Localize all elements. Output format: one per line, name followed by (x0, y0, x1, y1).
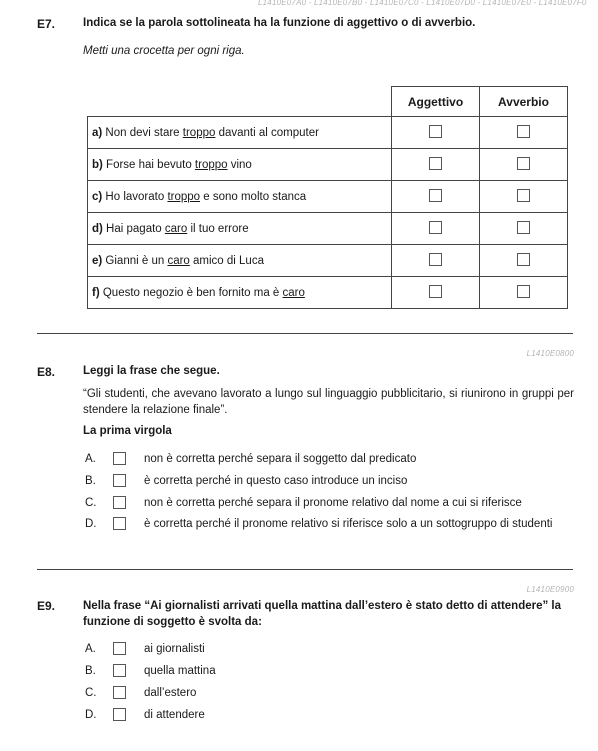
option-checkbox[interactable] (113, 474, 126, 487)
e8-quote: “Gli studenti, che avevano lavorato a lungo sul linguaggio pubblicitario, si riunirono in gruppi per stendere la relazione finale”. (83, 388, 574, 416)
checkbox-avverbio[interactable] (517, 285, 530, 298)
option-checkbox[interactable] (113, 664, 126, 677)
row-text: Hai pagato (102, 222, 165, 235)
row-sentence (88, 117, 392, 149)
row-label: c) (92, 190, 103, 203)
checkbox-aggettivo[interactable] (429, 189, 442, 202)
row-text: Non devi stare (102, 126, 183, 139)
row-text: e sono molto stanca (200, 190, 307, 203)
header-item-codes: L1410E07A0 - L1410E07B0 - L1410E07C0 - L1410E07D0 - L1410E07E0 - L1410E07F0 (258, 0, 587, 7)
option-text: ai giornalisti (144, 643, 205, 655)
underlined-word: caro (164, 222, 188, 235)
option-letter: D. (85, 518, 97, 530)
option-letter: A. (85, 643, 96, 655)
option-text: è corretta perché il pronome relativo si riferisce solo a un sottogruppo di studenti (144, 518, 553, 530)
underlined-word: troppo (167, 190, 201, 203)
e9-question: Nella frase “Ai giornalisti arrivati quella mattina dall’estero è stato detto di attendere” la funzione di soggetto è svolta da: (83, 600, 562, 628)
checkbox-avverbio[interactable] (517, 157, 530, 170)
checkbox-avverbio[interactable] (517, 221, 530, 234)
table-row (88, 149, 568, 181)
row-text: Gianni è un (102, 254, 168, 267)
row-text: Ho lavorato (102, 190, 168, 203)
e9-code: L1410E0900 (526, 585, 574, 594)
section-divider (37, 569, 573, 570)
row-sentence (88, 277, 392, 309)
option-text: è corretta perché in questo caso introduce un inciso (144, 475, 408, 487)
option-text: dall’estero (144, 687, 197, 699)
e8-number: E8. (37, 365, 56, 379)
row-text: il tuo errore (187, 222, 249, 235)
checkbox-aggettivo[interactable] (429, 253, 442, 266)
row-text: amico di Luca (189, 254, 264, 267)
checkbox-aggettivo[interactable] (429, 125, 442, 138)
option-checkbox[interactable] (113, 496, 126, 509)
row-text: davanti al computer (215, 126, 319, 139)
e7-table (87, 86, 568, 309)
table-row (88, 277, 568, 309)
row-label: d) (92, 222, 103, 235)
row-text: vino (227, 158, 252, 171)
e8-code: L1410E0800 (526, 349, 574, 358)
option-text: non è corretta perché separa il pronome relativo dal nome a cui si riferisce (144, 497, 522, 509)
option-letter: B. (85, 475, 96, 487)
checkbox-avverbio[interactable] (517, 253, 530, 266)
option-letter: A. (85, 453, 96, 465)
option-text: non è corretta perché separa il soggetto dal predicato (144, 453, 417, 465)
e8-intro: Leggi la frase che segue. (83, 365, 220, 377)
table-row (88, 117, 568, 149)
e7-question: Indica se la parola sottolineata ha la funzione di aggettivo o di avverbio. (83, 17, 476, 29)
checkbox-aggettivo[interactable] (429, 221, 442, 234)
table-row (88, 245, 568, 277)
underlined-word: caro (167, 254, 190, 267)
underlined-word: troppo (182, 126, 216, 139)
option-letter: D. (85, 709, 97, 721)
row-label: f) (92, 286, 100, 299)
row-sentence (88, 213, 392, 245)
option-checkbox[interactable] (113, 452, 126, 465)
row-label: e) (92, 254, 103, 267)
checkbox-aggettivo[interactable] (429, 157, 442, 170)
row-text: Questo negozio è ben fornito ma è (99, 286, 283, 299)
option-letter: B. (85, 665, 96, 677)
option-text: di attendere (144, 709, 205, 721)
option-checkbox[interactable] (113, 517, 126, 530)
row-text: Forse hai bevuto (102, 158, 195, 171)
row-label: a) (92, 126, 103, 139)
option-checkbox[interactable] (113, 686, 126, 699)
underlined-word: caro (282, 286, 305, 299)
checkbox-aggettivo[interactable] (429, 285, 442, 298)
e7-instruction: Metti una crocetta per ogni riga. (83, 45, 245, 57)
e9-number: E9. (37, 599, 56, 613)
option-text: quella mattina (144, 665, 216, 677)
row-sentence (88, 149, 392, 181)
row-sentence (88, 245, 392, 277)
table-row (88, 213, 568, 245)
option-checkbox[interactable] (113, 708, 126, 721)
option-letter: C. (85, 687, 97, 699)
table-corner (88, 87, 392, 117)
checkbox-avverbio[interactable] (517, 189, 530, 202)
option-checkbox[interactable] (113, 642, 126, 655)
e7-number: E7. (37, 17, 56, 31)
row-sentence (88, 181, 392, 213)
section-divider (37, 333, 573, 334)
row-label: b) (92, 158, 103, 171)
column-header-aggettivo: Aggettivo (392, 87, 480, 117)
e8-prompt: La prima virgola (83, 425, 172, 437)
option-letter: C. (85, 497, 97, 509)
underlined-word: troppo (194, 158, 228, 171)
column-header-avverbio: Avverbio (480, 87, 568, 117)
checkbox-avverbio[interactable] (517, 125, 530, 138)
table-row (88, 181, 568, 213)
